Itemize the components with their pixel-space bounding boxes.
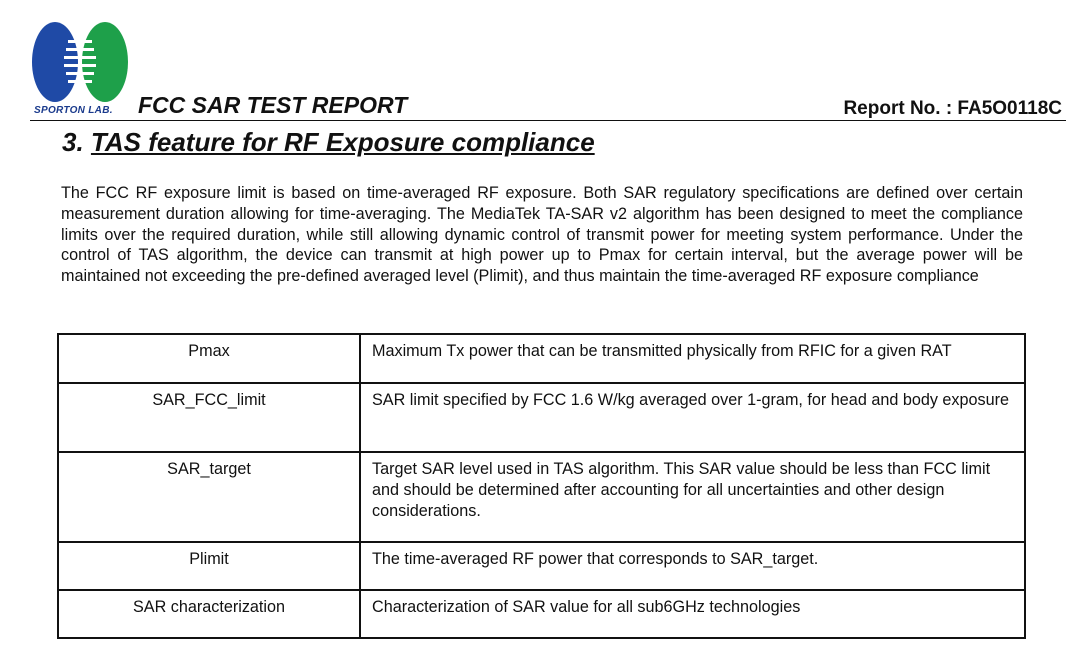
definition-cell: Target SAR level used in TAS algorithm. This SAR value should be less than FCC limit and should be determined after accounting for all uncertainties and other design considerations.: [360, 452, 1025, 542]
table-row: [58, 334, 1025, 383]
section-heading: [62, 127, 595, 158]
section-number: 3.: [62, 127, 84, 157]
term-cell: Plimit: [58, 542, 360, 590]
definition-cell: The time-averaged RF power that corresponds to SAR_target.: [360, 542, 1025, 590]
section-title: TAS feature for RF Exposure compliance: [90, 127, 595, 157]
table-row: [58, 383, 1025, 452]
report-number: Report No. : FA5O0118C: [843, 98, 1062, 119]
term-cell: SAR_target: [58, 452, 360, 542]
table-row: [58, 542, 1025, 590]
definitions-table: [57, 333, 1026, 639]
header-divider: [30, 120, 1066, 121]
definition-cell: Characterization of SAR value for all sub6GHz technologies: [360, 590, 1025, 638]
table-row: [58, 452, 1025, 542]
term-cell: SAR characterization: [58, 590, 360, 638]
intro-paragraph: The FCC RF exposure limit is based on time-averaged RF exposure. Both SAR regulatory specifications are defined over certain measurement duration allowing for time-averaging. The MediaTek TA-SAR v2 algorithm has been designed to meet the compliance limits over the required duration, while still allowing dynamic control of transmit power for meeting system performance. Under the control of TAS algorithm, the device can transmit at high power up to Pmax for certain interval, but the average power will be maintained not exceeding the pre-defined averaged level (Plimit), and thus maintain the time-averaged RF exposure compliance: [61, 184, 1023, 286]
definition-cell: SAR limit specified by FCC 1.6 W/kg averaged over 1-gram, for head and body exposure: [360, 383, 1025, 452]
table-row: [58, 590, 1025, 638]
sporton-logo-icon: [30, 18, 130, 118]
term-cell: SAR_FCC_limit: [58, 383, 360, 452]
definition-cell: Maximum Tx power that can be transmitted physically from RFIC for a given RAT: [360, 334, 1025, 383]
logo-text: SPORTON LAB.: [34, 105, 113, 116]
term-cell: Pmax: [58, 334, 360, 383]
report-title: FCC SAR TEST REPORT: [138, 92, 408, 118]
